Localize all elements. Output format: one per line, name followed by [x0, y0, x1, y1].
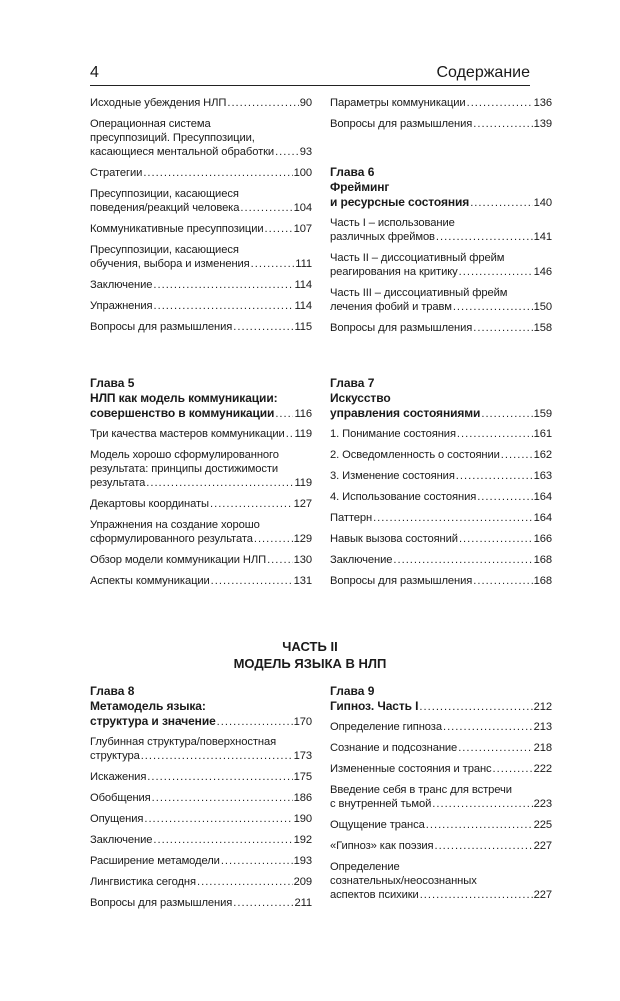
toc-entry-text: сформулированного результата: [90, 533, 253, 545]
leader-dots: [456, 469, 533, 483]
leader-dots: [141, 749, 293, 763]
toc-entry-last-line: [90, 427, 312, 441]
toc-entry: [90, 166, 312, 180]
toc-entry-text: Вопросы для размышления: [90, 321, 233, 333]
leader-dots: [210, 497, 293, 511]
toc-entry-last-line: [90, 222, 312, 236]
page-ref: 227: [533, 889, 552, 901]
page-ref: 173: [293, 750, 312, 762]
toc-entry-text: Вопросы для размышления: [330, 575, 473, 587]
leader-dots: [458, 741, 532, 755]
toc-entry-text: Коммуникативные пресуппозиции: [90, 223, 264, 235]
toc-entry: [330, 532, 552, 546]
toc-entry-text: Ощущение транса: [330, 819, 425, 831]
toc-entry-text: Опущения: [90, 813, 144, 825]
leader-dots: [473, 321, 532, 335]
toc-entry-last-line: [330, 574, 552, 588]
part-heading: [90, 638, 530, 672]
toc-entry-text: обучения, выбора и изменения: [90, 258, 250, 270]
toc-entry: [90, 243, 312, 271]
toc-entry-last-line: [330, 230, 552, 244]
page-ref: 131: [293, 575, 312, 587]
page-ref: 130: [293, 554, 312, 566]
toc-entry: [90, 497, 312, 511]
toc-entry-text: касающиеся ментальной обработки: [90, 146, 275, 158]
leader-dots: [221, 854, 293, 868]
toc-entry-last-line: [330, 818, 552, 832]
toc-entry-last-line: [90, 532, 312, 546]
page-ref: 158: [533, 322, 552, 334]
toc-entry: [330, 762, 552, 776]
toc-entry-text: Аспекты коммуникации: [90, 575, 210, 587]
leader-dots: [146, 476, 293, 490]
toc-entry-last-line: [330, 96, 552, 110]
toc-entry-line: Пресуппозиции, касающиеся: [90, 188, 239, 200]
toc-entry-last-line: [330, 448, 552, 462]
page-ref: 119: [294, 428, 312, 440]
page-header: [90, 58, 530, 86]
page-ref: 190: [293, 813, 312, 825]
leader-dots: [473, 117, 532, 131]
leader-dots: [147, 770, 292, 784]
toc-entry-last-line: [90, 166, 312, 180]
toc-entry-line: Упражнения на создание хорошо: [90, 519, 260, 531]
toc-entry-last-line: [90, 714, 312, 730]
chapter-label: Глава 6: [330, 165, 375, 179]
leader-dots: [436, 230, 533, 244]
toc-entry-last-line: [90, 770, 312, 784]
leader-dots: [267, 553, 293, 567]
toc-entry: [330, 720, 552, 734]
leader-dots: [434, 839, 532, 853]
leader-dots: [251, 257, 295, 271]
toc-entry-last-line: [90, 406, 312, 422]
chapter-label: Глава 8: [90, 684, 135, 698]
page-ref: 141: [533, 231, 552, 243]
toc-entry: [90, 854, 312, 868]
toc-entry: [90, 833, 312, 847]
toc-entry-line: Фрейминг: [330, 180, 390, 194]
chapter-title: [330, 180, 552, 211]
page-ref: 170: [293, 716, 312, 728]
toc-entry: [90, 735, 312, 763]
toc-entry: [330, 117, 552, 131]
toc-entry-last-line: [330, 406, 552, 422]
toc-entry: [90, 96, 312, 110]
toc-entry-last-line: [90, 749, 312, 763]
toc-entry-last-line: [330, 300, 552, 314]
toc-entry-text: Вопросы для размышления: [90, 897, 233, 909]
toc-entry: [330, 321, 552, 335]
toc-entry-last-line: [90, 791, 312, 805]
toc-entry-line: Пресуппозиции, касающиеся: [90, 244, 239, 256]
toc-entry-last-line: [330, 839, 552, 853]
page-ref: 139: [533, 118, 552, 130]
toc-entry-text: Вопросы для размышления: [330, 322, 473, 334]
toc-entry-last-line: [90, 476, 312, 490]
chapter-label: Глава 7: [330, 376, 375, 390]
toc-entry-last-line: [330, 699, 552, 715]
toc-entry-last-line: [330, 720, 552, 734]
leader-dots: [227, 96, 298, 110]
toc-entry-last-line: [330, 427, 552, 441]
toc-entry-text: совершенство в коммуникации: [90, 406, 275, 420]
toc-entry: [90, 553, 312, 567]
toc-entry-line: НЛП как модель коммуникации:: [90, 391, 278, 405]
page-ref: 212: [533, 701, 552, 713]
page-ref: 211: [294, 897, 312, 909]
toc-entry-text: реагирования на критику: [330, 266, 458, 278]
toc-entry-last-line: [90, 553, 312, 567]
toc-entry-text: Гипноз. Часть I: [330, 699, 419, 713]
page-ref: 129: [293, 533, 312, 545]
leader-dots: [459, 265, 533, 279]
leader-dots: [152, 791, 293, 805]
leader-dots: [420, 888, 533, 902]
page-ref: 150: [533, 301, 552, 313]
leader-dots: [265, 222, 293, 236]
toc-entry: [90, 222, 312, 236]
toc-entry: [90, 812, 312, 826]
toc-entry-last-line: [330, 553, 552, 567]
page-ref: 163: [533, 470, 552, 482]
chapter-title: [90, 699, 312, 730]
page-ref: 223: [533, 798, 552, 810]
toc-entry: [90, 574, 312, 588]
toc-entry-text: 3. Изменение состояния: [330, 470, 455, 482]
toc-entry-text: Упражнения: [90, 300, 153, 312]
page-ref: 140: [533, 197, 552, 209]
leader-dots: [459, 532, 533, 546]
leader-dots: [443, 720, 533, 734]
leader-dots: [144, 812, 292, 826]
toc-entry-last-line: [330, 888, 552, 902]
leader-dots: [453, 300, 533, 314]
toc-entry-last-line: [90, 257, 312, 271]
toc-entry-line: Часть I – использование: [330, 217, 455, 229]
toc-entry-last-line: [90, 833, 312, 847]
toc-entry-text: Обзор модели коммуникации НЛП: [90, 554, 267, 566]
toc-entry: [330, 448, 552, 462]
toc-entry-line: Определение: [330, 861, 400, 873]
toc-entry-last-line: [330, 117, 552, 131]
chapter-title: [330, 391, 552, 422]
toc-entry-last-line: [90, 320, 312, 334]
leader-dots: [153, 278, 293, 292]
page-ref: 107: [293, 223, 312, 235]
toc-entry: [330, 286, 552, 314]
chapter-label: Глава 5: [90, 376, 135, 390]
toc-entry-text: Вопросы для размышления: [330, 118, 473, 130]
toc-entry-text: Заключение: [90, 279, 153, 291]
toc-entry: [330, 553, 552, 567]
page-ref: 115: [294, 321, 312, 333]
leader-dots: [419, 700, 532, 715]
toc-entry-text: Декартовы координаты: [90, 498, 209, 510]
toc-chapter-5: [90, 376, 312, 595]
leader-dots: [197, 875, 293, 889]
toc-entry-text: структура: [90, 750, 140, 762]
toc-entry: [330, 818, 552, 832]
toc-entry-line: результата: принципы достижимости: [90, 463, 279, 475]
toc-entry-last-line: [330, 265, 552, 279]
page-ref: 119: [294, 477, 312, 489]
page-ref: 193: [293, 855, 312, 867]
toc-entry: [330, 860, 552, 902]
leader-dots: [467, 96, 533, 110]
toc-entry-text: Исходные убеждения НЛП: [90, 97, 227, 109]
toc-entry-text: Навык вызова состояний: [330, 533, 458, 545]
page-ref: 222: [533, 763, 552, 775]
toc-entry-last-line: [90, 145, 312, 159]
toc-entry-text: Стратегии: [90, 167, 143, 179]
toc-chapter-9: [330, 684, 552, 909]
toc-entry-text: Сознание и подсознание: [330, 742, 458, 754]
toc-entry: [330, 469, 552, 483]
page-ref: 116: [294, 408, 312, 420]
toc-entry-last-line: [90, 896, 312, 910]
page-ref: 166: [533, 533, 552, 545]
toc-entry-text: Паттерн: [330, 512, 373, 524]
part-number: ЧАСТЬ II: [282, 639, 338, 654]
toc-entry: [90, 427, 312, 441]
page-ref: 114: [294, 279, 312, 291]
leader-dots: [275, 407, 293, 422]
toc-entry-line: пресуппозиций. Пресуппозиции,: [90, 132, 255, 144]
toc-entry: [90, 896, 312, 910]
toc-entry: [330, 574, 552, 588]
page-ref: 168: [533, 575, 552, 587]
toc-entry: [90, 791, 312, 805]
page-ref: 104: [293, 202, 312, 214]
leader-dots: [153, 299, 293, 313]
leader-dots: [275, 145, 299, 159]
leader-dots: [477, 490, 532, 504]
page-ref: 161: [533, 428, 552, 440]
page-ref: 168: [533, 554, 552, 566]
page-ref: 218: [533, 742, 552, 754]
toc-entry-text: поведения/реакций человека: [90, 202, 240, 214]
toc-entry: [330, 511, 552, 525]
toc-entry: [330, 96, 552, 110]
toc-entry: [90, 875, 312, 889]
toc-entry-text: Расширение метамодели: [90, 855, 220, 867]
toc-entry-line: сознательных/неосознанных: [330, 875, 477, 887]
page-ref: 186: [293, 792, 312, 804]
toc-entry: [330, 490, 552, 504]
page-ref: 90: [299, 97, 312, 109]
toc-entry: [330, 783, 552, 811]
toc-entry-text: лечения фобий и травм: [330, 301, 452, 313]
leader-dots: [432, 797, 532, 811]
toc-entry-last-line: [330, 321, 552, 335]
toc-entry-last-line: [90, 854, 312, 868]
part-title: МОДЕЛЬ ЯЗЫКА В НЛП: [233, 656, 387, 671]
toc-entry-last-line: [90, 201, 312, 215]
toc-entry-line: Искусство: [330, 391, 391, 405]
page-ref: 100: [293, 167, 312, 179]
toc-entry-text: 2. Осведомленность о состоянии: [330, 449, 500, 461]
toc-block-chapter-5-continued: [330, 96, 552, 138]
toc-entry: [330, 839, 552, 853]
toc-entry: [90, 187, 312, 215]
toc-entry-text: Параметры коммуникации: [330, 97, 466, 109]
toc-entry-text: Искажения: [90, 771, 147, 783]
leader-dots: [153, 833, 292, 847]
toc-entry-line: Метамодель языка:: [90, 699, 206, 713]
toc-entry: [330, 216, 552, 244]
toc-entry: [90, 117, 312, 159]
page-ref: 192: [293, 834, 312, 846]
toc-chapter-6: [330, 165, 552, 342]
toc-entry-last-line: [90, 812, 312, 826]
page-ref: 175: [293, 771, 312, 783]
toc-entry-last-line: [330, 797, 552, 811]
leader-dots: [217, 715, 293, 730]
toc-entry-text: «Гипноз» как поэзия: [330, 840, 434, 852]
page-ref: 146: [533, 266, 552, 278]
leader-dots: [473, 574, 532, 588]
toc-entry-text: различных фреймов: [330, 231, 435, 243]
page-ref: 159: [533, 408, 552, 420]
toc-entry: [90, 518, 312, 546]
toc-entry-last-line: [330, 762, 552, 776]
toc-entry-text: структура и значение: [90, 714, 216, 728]
page-ref: 111: [295, 258, 312, 270]
toc-entry: [330, 251, 552, 279]
toc-entry-text: управления состояниями: [330, 406, 481, 420]
toc-entry-line: Глубинная структура/поверхностная: [90, 736, 277, 748]
page-ref: 225: [533, 819, 552, 831]
leader-dots: [240, 201, 292, 215]
leader-dots: [211, 574, 293, 588]
leader-dots: [254, 532, 293, 546]
leader-dots: [143, 166, 292, 180]
toc-entry-last-line: [90, 96, 312, 110]
page-ref: 93: [299, 146, 312, 158]
leader-dots: [286, 427, 294, 441]
toc-entry-text: Заключение: [90, 834, 153, 846]
toc-entry-last-line: [90, 574, 312, 588]
page-ref: 164: [533, 512, 552, 524]
toc-entry-last-line: [330, 195, 552, 211]
toc-entry-text: Определение гипноза: [330, 721, 442, 733]
toc-entry: [90, 299, 312, 313]
page-ref: 213: [533, 721, 552, 733]
page-ref: 136: [533, 97, 552, 109]
toc-entry-last-line: [90, 299, 312, 313]
toc-entry-text: Лингвистика сегодня: [90, 876, 196, 888]
toc-entry: [90, 770, 312, 784]
toc-entry-text: Измененные состояния и транс: [330, 763, 492, 775]
toc-entry-line: Операционная система: [90, 118, 211, 130]
toc-entry-text: Заключение: [330, 554, 393, 566]
leader-dots: [233, 896, 293, 910]
leader-dots: [373, 511, 533, 525]
page-ref: 209: [293, 876, 312, 888]
toc-entry-last-line: [330, 511, 552, 525]
toc-entry: [330, 427, 552, 441]
toc-entry-line: Введение себя в транс для встречи: [330, 784, 512, 796]
toc-entry-line: Часть II – диссоциативный фрейм: [330, 252, 505, 264]
running-title: Содержание: [436, 64, 530, 81]
toc-entry-last-line: [90, 278, 312, 292]
toc-entry-last-line: [330, 741, 552, 755]
toc-entry-last-line: [330, 532, 552, 546]
chapter-title: [330, 699, 552, 715]
toc-entry: [90, 448, 312, 490]
toc-entry-text: Три качества мастеров коммуникации: [90, 428, 285, 440]
toc-entry-line: Часть III – диссоциативный фрейм: [330, 287, 508, 299]
toc-entry: [90, 278, 312, 292]
toc-block-chapter-4-continued: [90, 96, 312, 341]
leader-dots: [470, 196, 532, 211]
toc-entry: [90, 320, 312, 334]
leader-dots: [233, 320, 293, 334]
toc-entry-text: с внутренней тьмой: [330, 798, 432, 810]
toc-entry-text: Обобщения: [90, 792, 151, 804]
leader-dots: [493, 762, 533, 776]
toc-entry-last-line: [330, 469, 552, 483]
page-ref: 164: [533, 491, 552, 503]
page-ref: 127: [293, 498, 312, 510]
leader-dots: [426, 818, 533, 832]
toc-entry-text: результата: [90, 477, 146, 489]
toc-entry-text: и ресурсные состояния: [330, 195, 470, 209]
page-ref: 114: [294, 300, 312, 312]
leader-dots: [481, 407, 532, 422]
toc-entry-text: 4. Использование состояния: [330, 491, 477, 503]
page-ref: 162: [533, 449, 552, 461]
toc-entry-text: аспектов психики: [330, 889, 419, 901]
page-number: 4: [90, 64, 99, 81]
toc-entry-last-line: [90, 875, 312, 889]
chapter-label: Глава 9: [330, 684, 375, 698]
chapter-title: [90, 391, 312, 422]
leader-dots: [393, 553, 532, 567]
toc-entry-last-line: [330, 490, 552, 504]
toc-entry: [330, 741, 552, 755]
page-ref: 227: [533, 840, 552, 852]
toc-entry-last-line: [90, 497, 312, 511]
leader-dots: [457, 427, 533, 441]
toc-entry-text: 1. Понимание состояния: [330, 428, 456, 440]
toc-chapter-7: [330, 376, 552, 595]
toc-chapter-8: [90, 684, 312, 917]
leader-dots: [501, 448, 533, 462]
toc-entry-line: Модель хорошо сформулированного: [90, 449, 279, 461]
